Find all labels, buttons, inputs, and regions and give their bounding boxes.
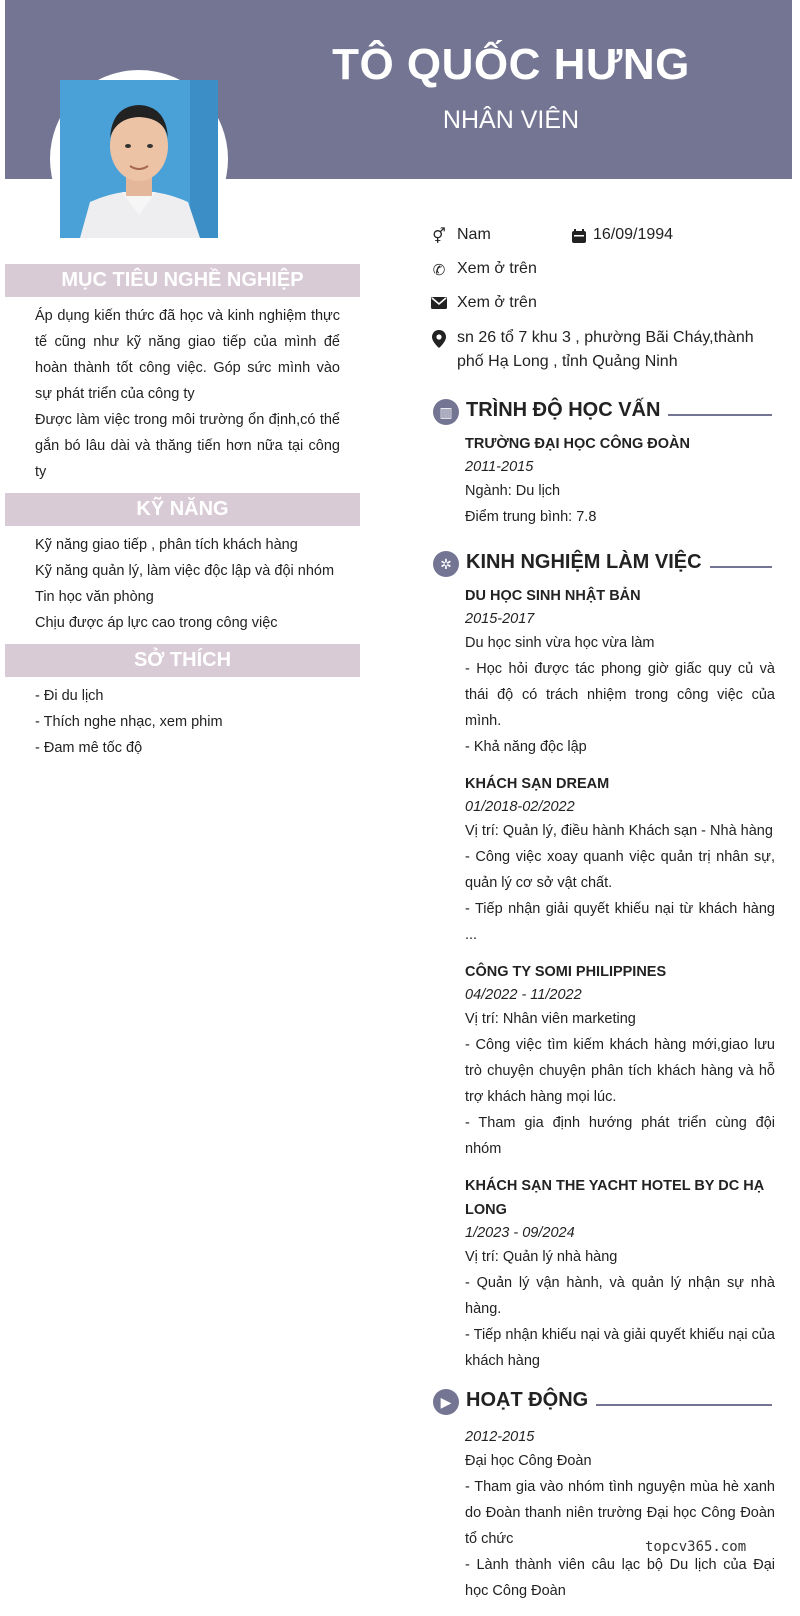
gender-icon: ⚥	[432, 228, 446, 245]
phone-value: Xem ở trên	[457, 260, 537, 277]
gear-icon: ✲	[433, 551, 459, 577]
left-column	[5, 264, 360, 769]
entry-line: - Lành thành viên câu lạc bộ Du lịch của Đại học Công Đoàn	[465, 1557, 775, 1599]
experience-entry	[465, 584, 775, 760]
activities-heading: HOẠT ĐỘNG	[466, 1389, 596, 1412]
activities-body	[430, 1420, 775, 1604]
activities-header	[430, 1386, 775, 1420]
right-column	[430, 222, 775, 1616]
avatar-frame	[50, 70, 228, 248]
entry-date: 2012-2015	[465, 1429, 535, 1445]
entry-line: - Học hỏi được tác phong giờ giấc quy củ và thái độ có trách nhiệm trong công việc của mình.	[465, 661, 775, 729]
entry-date: 2011-2015	[465, 459, 534, 475]
entry-line: - Tham gia vào nhóm tình nguyện mùa hè xanh do Đoàn thanh niên trường Đại học Công Đoàn tổ chức	[465, 1479, 775, 1547]
entry-line: Vị trí: Quản lý, điều hành Khách sạn - Nhà hàng	[465, 823, 773, 839]
experience-entry	[465, 772, 775, 948]
avatar	[60, 80, 218, 238]
hobby-item: - Đi du lịch	[35, 688, 104, 704]
skill-item: Tin học văn phòng	[35, 589, 154, 605]
entry-line: - Công việc tìm kiếm khách hàng mới,giao lưu trò chuyện chuyện phân tích khách hàng và hỗ trợ khách hàng mọi lúc.	[465, 1037, 775, 1105]
education-entry	[465, 432, 775, 530]
experience-section	[430, 548, 775, 1374]
entry-date: 1/2023 - 09/2024	[465, 1225, 575, 1241]
experience-header	[430, 548, 775, 582]
email-value: Xem ở trên	[457, 294, 537, 311]
education-section	[430, 396, 775, 530]
email-row	[430, 290, 775, 324]
education-body	[430, 430, 775, 530]
entry-line: Du học sinh vừa học vừa làm	[465, 635, 655, 651]
entry-line: Vị trí: Nhân viên marketing	[465, 1011, 636, 1027]
experience-entry	[465, 960, 775, 1162]
activities-section	[430, 1386, 775, 1604]
avatar-portrait	[60, 80, 218, 238]
objective-body	[5, 297, 360, 493]
education-header	[430, 396, 775, 430]
skills-heading: KỸ NĂNG	[5, 493, 360, 526]
entry-date: 2015-2017	[465, 611, 535, 627]
experience-body	[430, 582, 775, 1374]
entry-line: Điểm trung bình: 7.8	[465, 509, 597, 525]
hobby-item: - Thích nghe nhạc, xem phim	[35, 714, 223, 730]
map-pin-icon	[430, 330, 448, 348]
education-heading: TRÌNH ĐỘ HỌC VẤN	[466, 399, 668, 422]
play-icon: ▶	[433, 1389, 459, 1415]
entry-line: - Quản lý vận hành, và quản lý nhận sự nhà hàng.	[465, 1275, 775, 1317]
gender-dob-row	[430, 222, 775, 256]
entry-organization: KHÁCH SẠN DREAM	[465, 776, 610, 792]
entry-line: - Công việc xoay quanh việc quản trị nhân sự, quản lý cơ sở vật chất.	[465, 849, 775, 891]
objective-heading: MỤC TIÊU NGHỀ NGHIỆP	[5, 264, 360, 297]
calendar-icon	[570, 228, 588, 246]
entry-organization: DU HỌC SINH NHẬT BẢN	[465, 588, 641, 604]
entry-line: Đại học Công Đoàn	[465, 1453, 592, 1469]
hobbies-list	[5, 677, 360, 769]
skill-item: Kỹ năng giao tiếp , phân tích khách hàng	[35, 537, 298, 553]
candidate-name: TÔ QUỐC HƯNG	[332, 40, 690, 89]
entry-organization: CÔNG TY SOMI PHILIPPINES	[465, 964, 667, 980]
phone-row	[430, 256, 775, 290]
hobby-item: - Đam mê tốc độ	[35, 740, 143, 756]
candidate-title: NHÂN VIÊN	[442, 106, 580, 134]
entry-organization: TRƯỜNG ĐẠI HỌC CÔNG ĐOÀN	[465, 436, 690, 452]
book-icon: ▥	[433, 399, 459, 425]
address-value: sn 26 tổ 7 khu 3 , phường Bãi Cháy,thành phố Hạ Long , tỉnh Quảng Ninh	[457, 329, 754, 370]
dob-value: 16/09/1994	[593, 226, 674, 243]
entry-line: - Tham gia định hướng phát triển cùng đội nhóm	[465, 1115, 775, 1157]
address-row	[430, 324, 775, 384]
activity-entry	[465, 1426, 775, 1604]
experience-entry	[465, 1174, 775, 1374]
phone-icon: ✆	[432, 262, 446, 279]
objective-paragraph: Áp dụng kiến thức đã học và kinh nghiệm thực tế cũng như kỹ năng giao tiếp của mình để hoàn thành tốt công việc. Góp sức mình vào sự phát triển của công ty	[35, 308, 340, 402]
objective-paragraph: Được làm việc trong môi trường ổn định,có thể gắn bó lâu dài và thăng tiến hơn nữa tại công ty	[35, 412, 340, 480]
site-watermark: topcv365.com	[645, 1539, 747, 1555]
skill-item: Chịu được áp lực cao trong công việc	[35, 615, 278, 631]
entry-line: - Tiếp nhận giải quyết khiếu nại từ khách hàng ...	[465, 901, 775, 943]
entry-line: Ngành: Du lịch	[465, 483, 561, 499]
gender-value: Nam	[457, 226, 491, 243]
entry-line: Vị trí: Quản lý nhà hàng	[465, 1249, 618, 1265]
experience-heading: KINH NGHIỆM LÀM VIỆC	[466, 551, 710, 574]
entry-date: 04/2022 - 11/2022	[465, 987, 582, 1003]
hobbies-heading: SỞ THÍCH	[5, 644, 360, 677]
entry-date: 01/2018-02/2022	[465, 799, 575, 815]
skill-item: Kỹ năng quản lý, làm việc độc lập và đội nhóm	[35, 563, 335, 579]
entry-line: - Khả năng độc lập	[465, 739, 587, 755]
skills-list	[5, 526, 360, 644]
envelope-icon	[430, 296, 448, 314]
entry-organization: KHÁCH SẠN THE YACHT HOTEL BY DC HẠ LONG	[465, 1178, 765, 1218]
entry-line: - Tiếp nhận khiếu nại và giải quyết khiếu nại của khách hàng	[465, 1327, 775, 1369]
